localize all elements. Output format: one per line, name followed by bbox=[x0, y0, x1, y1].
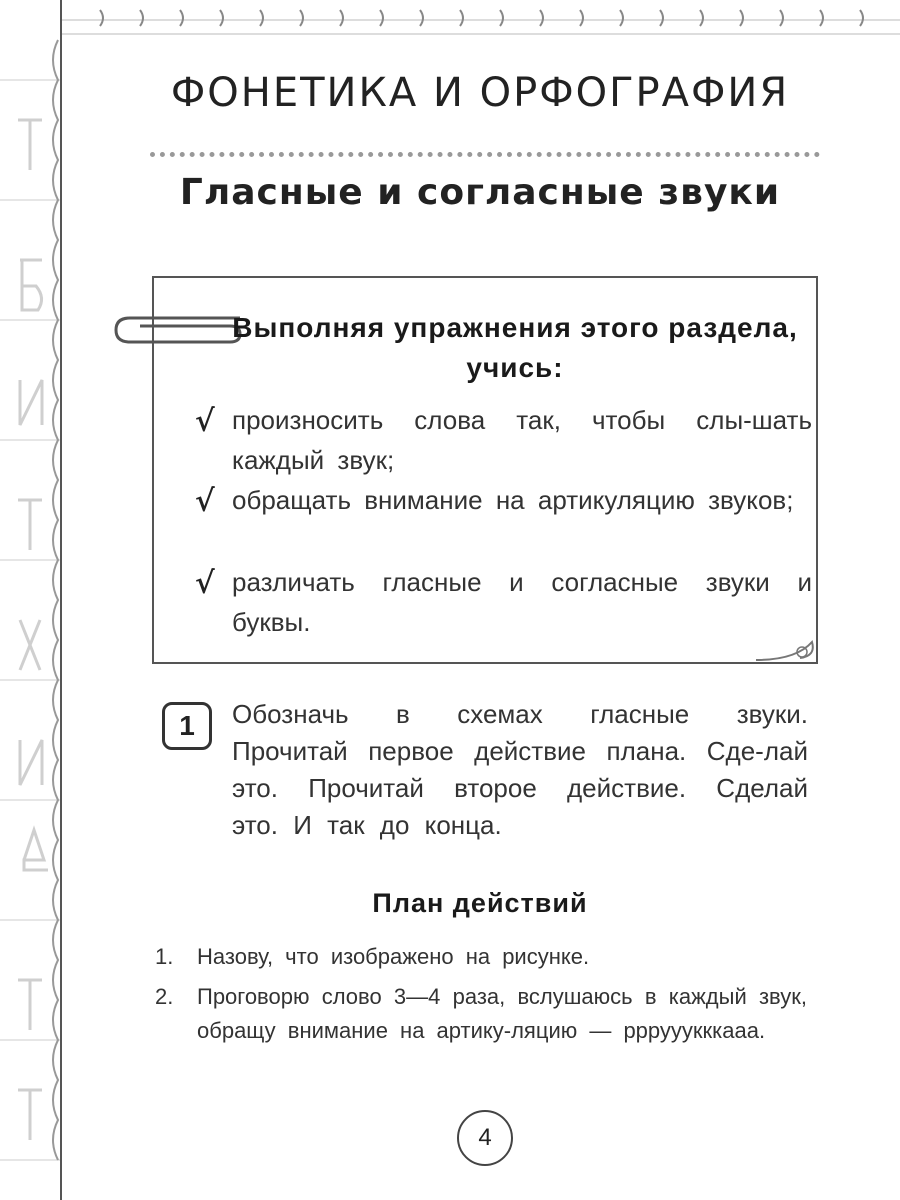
plan-step-number: 2. bbox=[155, 984, 174, 1009]
task-number-badge: 1 bbox=[162, 702, 212, 750]
plan-step-text: Назову, что изображено на рисунке. bbox=[197, 944, 590, 969]
task-instructions: Обозначь в схемах гласные звуки. Прочитай первое действие плана. Сде-лай это. Прочитай второе действие. Сделай это. И так до конца. bbox=[232, 699, 808, 840]
notebook-left-margin bbox=[0, 0, 60, 1200]
page-number: 4 bbox=[457, 1110, 513, 1166]
page-subtitle: Гласные и согласные звуки bbox=[179, 172, 781, 213]
checkmark-icon: √ bbox=[195, 404, 215, 439]
plan-title: План действий bbox=[372, 888, 588, 918]
paperclip-icon bbox=[110, 310, 250, 350]
checkmark-icon: √ bbox=[195, 484, 215, 519]
section-title: ФОНЕТИКА И ОРФОГРАФИЯ bbox=[170, 70, 790, 116]
dotted-divider bbox=[150, 152, 820, 157]
learning-goal-text: различать гласные и согласные звуки и буквы. bbox=[232, 567, 812, 637]
checkmark-icon: √ bbox=[195, 566, 215, 601]
learning-goal-text: произносить слова так, чтобы слы-шать каждый звук; bbox=[232, 405, 812, 475]
plan-step-text: Проговорю слово 3—4 раза, вслушаюсь в каждый звук, обращу внимание на артику-ляцию — рррууукккааа. bbox=[197, 984, 807, 1043]
plan-step-number: 1. bbox=[155, 944, 174, 969]
learning-goals-heading: Выполняя упражнения этого раздела, учись: bbox=[232, 312, 798, 383]
learning-goal-text: обращать внимание на артикуляцию звуков; bbox=[232, 485, 794, 515]
